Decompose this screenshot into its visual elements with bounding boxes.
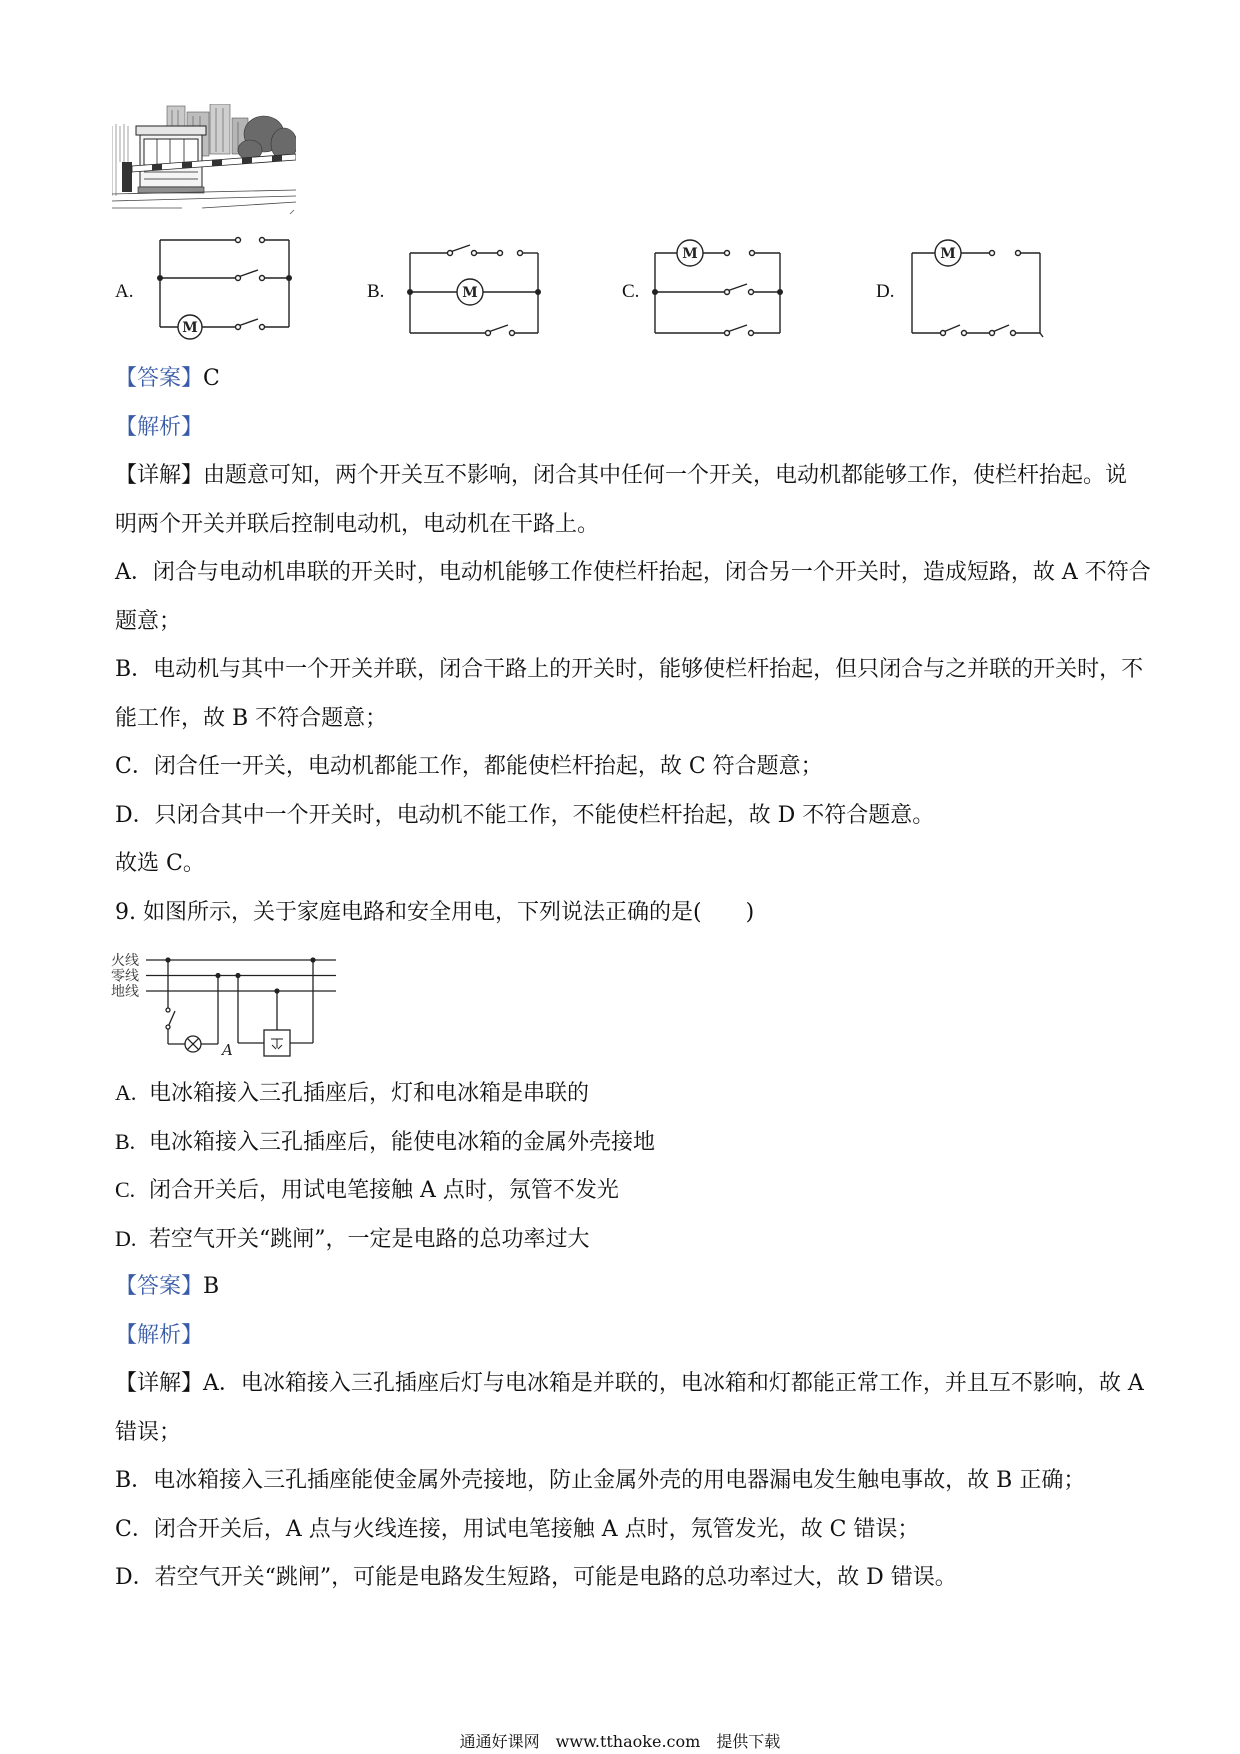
motor-symbol xyxy=(457,279,483,305)
power-terminals xyxy=(236,238,265,243)
explanation-line: 能工作，故 B 不符合题意； xyxy=(115,705,388,731)
option-d xyxy=(115,1215,1144,1264)
explanation-line: 明两个开关并联后控制电动机，电动机在干路上。 xyxy=(115,511,600,537)
explanation-line: C．闭合任一开关，电动机都能工作，都能使栏杆抬起，故 C 符合题意； xyxy=(115,754,823,779)
junction-dot xyxy=(310,957,315,962)
circuit-diagram-d xyxy=(902,236,1050,344)
switch xyxy=(725,325,754,336)
junction-dot xyxy=(165,957,170,962)
motor-label: M xyxy=(462,285,478,301)
power-terminals xyxy=(990,251,1021,256)
question-9-stem: 9. 如图所示，关于家庭电路和安全用电，下列说法正确的是( ) xyxy=(115,899,755,925)
explanation-line: 【详解】由题意可知，两个开关互不影响，闭合其中任何一个开关，电动机都能够工作，使栏杆抬起。说 xyxy=(115,463,1128,488)
answer-tag: 【答案】 xyxy=(115,1274,204,1299)
circuit-option-d-label: D. xyxy=(876,281,895,302)
answer-line xyxy=(115,355,1151,404)
answer-value: B xyxy=(203,1274,220,1299)
option-text: 电冰箱接入三孔插座后，能使电冰箱的金属外壳接地 xyxy=(149,1129,656,1155)
explanation-line: 错误； xyxy=(115,1419,182,1445)
option-text: 电冰箱接入三孔插座后，灯和电冰箱是串联的 xyxy=(149,1081,590,1106)
junction-dot xyxy=(286,275,292,281)
explanation-line: D．若空气开关“跳闸”，可能是电路发生短路，可能是电路的总功率过大，故 D 错误。 xyxy=(115,1565,957,1590)
power-terminals xyxy=(725,251,755,256)
answer-value: C xyxy=(203,366,220,391)
analysis-tag: 【解析】 xyxy=(115,1322,204,1348)
circuit-option-a-label: A. xyxy=(115,281,134,302)
page-footer: 通通好课网 www.tthaoke.com 提供下载 xyxy=(459,1732,781,1751)
ground-wire-label: 地线 xyxy=(111,984,139,1000)
option-a xyxy=(115,1069,1144,1118)
option-text: 若空气开关“跳闸”，一定是电路的总功率过大 xyxy=(149,1226,590,1252)
question-8-solution xyxy=(115,355,1151,937)
explanation-line: C．闭合开关后，A 点与火线连接，用试电笔接触 A 点时，氖管发光，故 C 错误； xyxy=(115,1516,920,1542)
analysis-tag: 【解析】 xyxy=(115,414,204,440)
explanation-line: B．电动机与其中一个开关并联，闭合干路上的开关时，能够使栏杆抬起，但只闭合与之并联的开关时，不 xyxy=(115,657,1144,682)
explanation-line: A．闭合与电动机串联的开关时，电动机能够工作使栏杆抬起，闭合另一个开关时，造成短路，故 A 不符合 xyxy=(115,560,1151,585)
question-9-body xyxy=(115,1069,1144,1603)
junction-dot xyxy=(407,289,413,295)
three-hole-socket-icon xyxy=(264,1030,290,1056)
parking-gate-illustration xyxy=(112,104,296,216)
junction-dot xyxy=(157,275,163,281)
switch xyxy=(236,270,265,281)
switch xyxy=(941,325,967,336)
motor-symbol xyxy=(677,240,703,266)
answer-line xyxy=(115,1263,1144,1312)
explanation-line: 【详解】A．电冰箱接入三孔插座后灯与电冰箱是并联的，电冰箱和灯都能正常工作，并且互不影响，故 A xyxy=(115,1371,1144,1396)
explanation-line: 题意； xyxy=(115,608,182,634)
option-label: B. xyxy=(115,1128,136,1154)
motor-label: M xyxy=(682,246,698,262)
junction-dot xyxy=(535,289,541,295)
household-circuit-diagram xyxy=(105,945,345,1065)
circuit-diagram-c xyxy=(645,236,790,344)
switch xyxy=(486,325,515,336)
junction-dot xyxy=(235,973,240,978)
switch xyxy=(448,245,477,256)
junction-dot xyxy=(652,289,658,295)
neutral-wire-label: 零线 xyxy=(111,968,139,985)
switch xyxy=(236,319,265,330)
circuit-diagram-a xyxy=(150,228,300,340)
answer-tag: 【答案】 xyxy=(115,366,204,391)
option-text: 闭合开关后，用试电笔接触 A 点时，氖管不发光 xyxy=(149,1178,619,1203)
switch xyxy=(990,325,1016,336)
power-terminals xyxy=(498,251,523,256)
explanation-line: D．只闭合其中一个开关时，电动机不能工作，不能使栏杆抬起，故 D 不符合题意。 xyxy=(115,802,935,828)
junction-dot xyxy=(777,289,783,295)
switch xyxy=(725,284,754,295)
motor-label: M xyxy=(940,246,956,262)
lamp-icon xyxy=(185,1036,201,1052)
junction-dot xyxy=(274,988,279,993)
option-label: C. xyxy=(115,1177,136,1202)
motor-symbol xyxy=(178,315,202,339)
explanation-line: B．电冰箱接入三孔插座能使金属外壳接地，防止金属外壳的用电器漏电发生触电事故，故 B 正确； xyxy=(115,1468,1086,1493)
option-label: A. xyxy=(115,1080,137,1105)
conclusion-line: 故选 C。 xyxy=(115,851,205,876)
option-c xyxy=(115,1166,1144,1215)
circuit-option-b-label: B. xyxy=(367,281,385,302)
option-label: D. xyxy=(115,1225,137,1251)
switch xyxy=(166,1008,175,1029)
option-b xyxy=(115,1118,1144,1167)
motor-symbol xyxy=(935,240,961,266)
junction-dot xyxy=(215,973,220,978)
point-a-label: A xyxy=(222,1041,233,1059)
live-wire-label: 火线 xyxy=(111,953,139,969)
circuit-option-c-label: C. xyxy=(622,281,640,302)
circuit-diagram-b xyxy=(400,242,550,344)
motor-label: M xyxy=(182,320,198,336)
